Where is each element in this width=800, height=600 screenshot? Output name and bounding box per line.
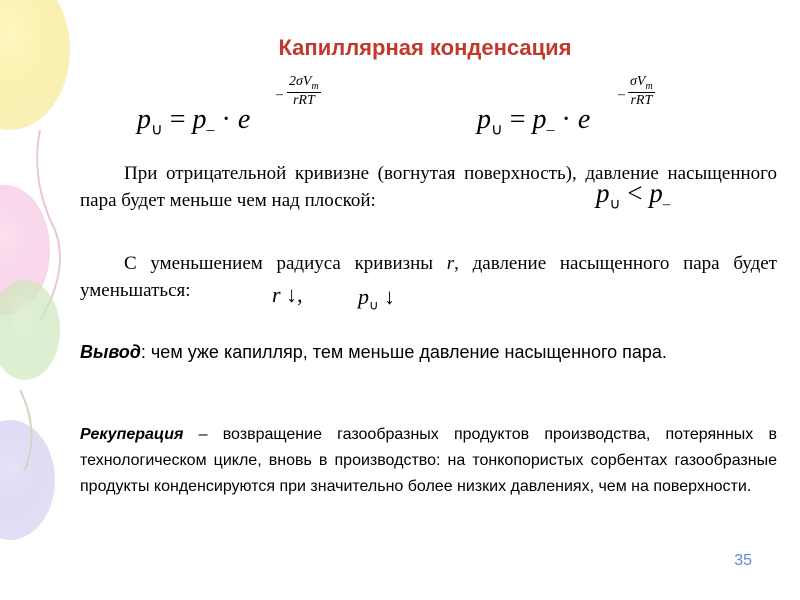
paragraph-conclusion: Вывод: чем уже капилляр, тем меньше давление насыщенного пара. <box>80 342 667 362</box>
formula-left: $p_\cup = p_- \cdot e$ <box>137 104 251 139</box>
paragraph-radius: С уменьшением радиуса кривизны r, давление насыщенного пара будет уменьшаться: <box>80 253 777 301</box>
formula-right: $p_\cup = p_- \cdot e$ <box>477 104 591 139</box>
formula-r-down: r ↓, <box>272 282 303 307</box>
formula-inequality: $p_\cup < p_-$ <box>596 178 671 213</box>
formula-left-exponent: $2\sigma V_m$ rRT <box>289 74 319 108</box>
balloon-green <box>0 280 60 380</box>
balloon-yellow <box>0 0 70 130</box>
formula-right-exponent: $\sigma V_m$ rRT <box>630 74 653 108</box>
balloon-purple <box>0 420 55 540</box>
page-title: Капиллярная конденсация <box>278 35 572 60</box>
formula-right-exp-sign: – <box>618 87 625 102</box>
page-number: 35 <box>734 552 752 569</box>
paragraph-curvature: При отрицательной кривизне (вогнутая поверхность), давление насыщенного пара будет меньше чем над плоской: <box>80 163 777 211</box>
formula-p-down: $p_\cup$ ↓ <box>358 284 396 313</box>
balloon-pink <box>0 185 50 315</box>
formula-left-exp-sign: – <box>276 87 283 102</box>
paragraph-recuperation: Рекуперация – возвращение газообразных продуктов производства, потерянных в технологическом цикле, вновь в производство: на тонкопористых сорбентах газообразные продукты конденсируются при значительно более низких давлениях, чем на поверхности. <box>80 426 777 495</box>
